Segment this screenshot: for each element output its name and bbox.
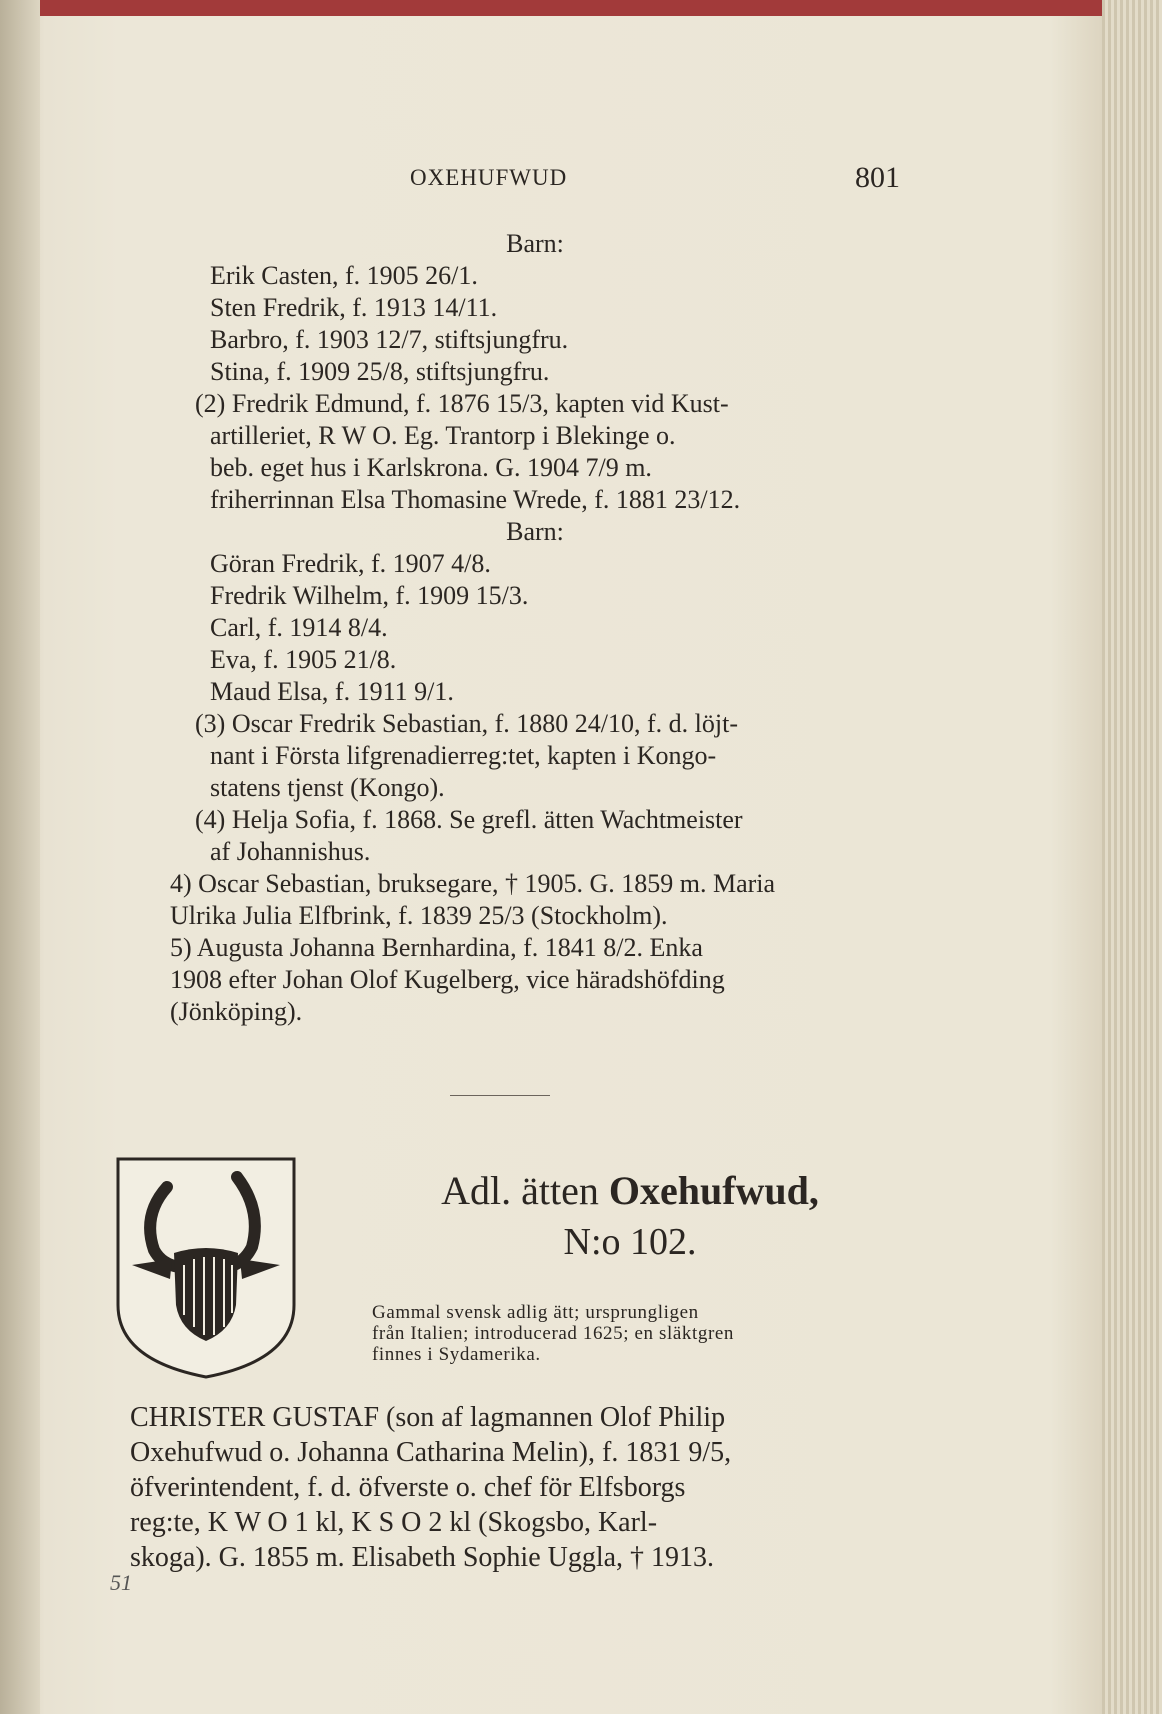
text-line: artilleriet, R W O. Eg. Trantorp i Blekinge o. — [210, 421, 676, 450]
text-line: nant i Första lifgrenadierreg:tet, kapten i Kongo- — [210, 741, 717, 770]
main-line: öfverintendent, f. d. öfverste o. chef för Elfsborgs — [130, 1472, 686, 1503]
text-line: Erik Casten, f. 1905 26/1. — [210, 261, 478, 290]
page-number: 801 — [855, 161, 900, 194]
text-line: Maud Elsa, f. 1911 9/1. — [210, 677, 454, 706]
text-line: (4) Helja Sofia, f. 1868. Se grefl. ätten Wachtmeister — [195, 805, 743, 834]
text-line: Barn: — [506, 517, 564, 546]
book-cover-edge — [0, 0, 1162, 16]
text-line: friherrinnan Elsa Thomasine Wrede, f. 1881 23/12. — [210, 485, 741, 514]
family-section-heading — [360, 1165, 900, 1267]
running-header — [410, 161, 900, 205]
text-line: beb. eget hus i Karlskrona. G. 1904 7/9 m. — [210, 453, 652, 482]
text-line: Ulrika Julia Elfbrink, f. 1839 25/3 (Stockholm). — [170, 901, 668, 930]
text-line: 4) Oscar Sebastian, bruksegare, † 1905. G. 1859 m. Maria — [170, 869, 776, 898]
text-line: 1908 efter Johan Olof Kugelberg, vice häradshöfding — [170, 965, 725, 994]
main-line: reg:te, K W O 1 kl, K S O 2 kl (Skogsbo, Karl- — [130, 1507, 658, 1538]
text-line: 5) Augusta Johanna Bernhardina, f. 1841 8/2. Enka — [170, 933, 703, 962]
text-line: Göran Fredrik, f. 1907 4/8. — [210, 549, 491, 578]
notice-line: från Italien; introducerad 1625; en släktgren — [372, 1323, 735, 1344]
text-line: Stina, f. 1909 25/8, stiftsjungfru. — [210, 357, 550, 386]
page-stack-edge — [1102, 0, 1162, 1714]
signature-folio: 51 — [110, 1570, 132, 1595]
main-entry — [130, 1400, 910, 1575]
text-line: Fredrik Wilhelm, f. 1909 15/3. — [210, 581, 529, 610]
section-title-prefix: Adl. ätten — [441, 1168, 599, 1213]
ox-head-shield-icon — [112, 1155, 300, 1380]
text-line: Sten Fredrik, f. 1913 14/11. — [210, 293, 498, 322]
text-line: Barbro, f. 1903 12/7, stiftsjungfru. — [210, 325, 569, 354]
main-line: Oxehufwud o. Johanna Catharina Melin), f. 1831 9/5, — [130, 1437, 732, 1468]
section-number: N:o 102. — [563, 1221, 697, 1263]
text-line: (2) Fredrik Edmund, f. 1876 15/3, kapten vid Kust- — [195, 389, 729, 418]
genealogy-text — [170, 228, 900, 1028]
family-notice — [372, 1302, 898, 1365]
text-line: Carl, f. 1914 8/4. — [210, 613, 388, 642]
text-line: statens tjenst (Kongo). — [210, 773, 445, 802]
notice-line: Gammal svensk adlig ätt; ursprungligen — [372, 1302, 699, 1323]
text-line: Eva, f. 1905 21/8. — [210, 645, 397, 674]
section-divider — [450, 1095, 550, 1096]
text-line: (3) Oscar Fredrik Sebastian, f. 1880 24/10, f. d. löjt- — [195, 709, 739, 738]
text-line: af Johannishus. — [210, 837, 371, 866]
text-line: (Jönköping). — [170, 997, 303, 1026]
notice-line: finnes i Sydamerika. — [372, 1344, 541, 1365]
page-gutter — [0, 0, 40, 1714]
running-title: OXEHUFWUD — [410, 165, 568, 190]
section-title-name: Oxehufwud, — [608, 1168, 819, 1213]
text-line: Barn: — [506, 229, 564, 258]
main-line: skoga). G. 1855 m. Elisabeth Sophie Uggla, † 1913. — [130, 1542, 715, 1573]
main-line: CHRISTER GUSTAF (son af lagmannen Olof Philip — [130, 1402, 726, 1433]
